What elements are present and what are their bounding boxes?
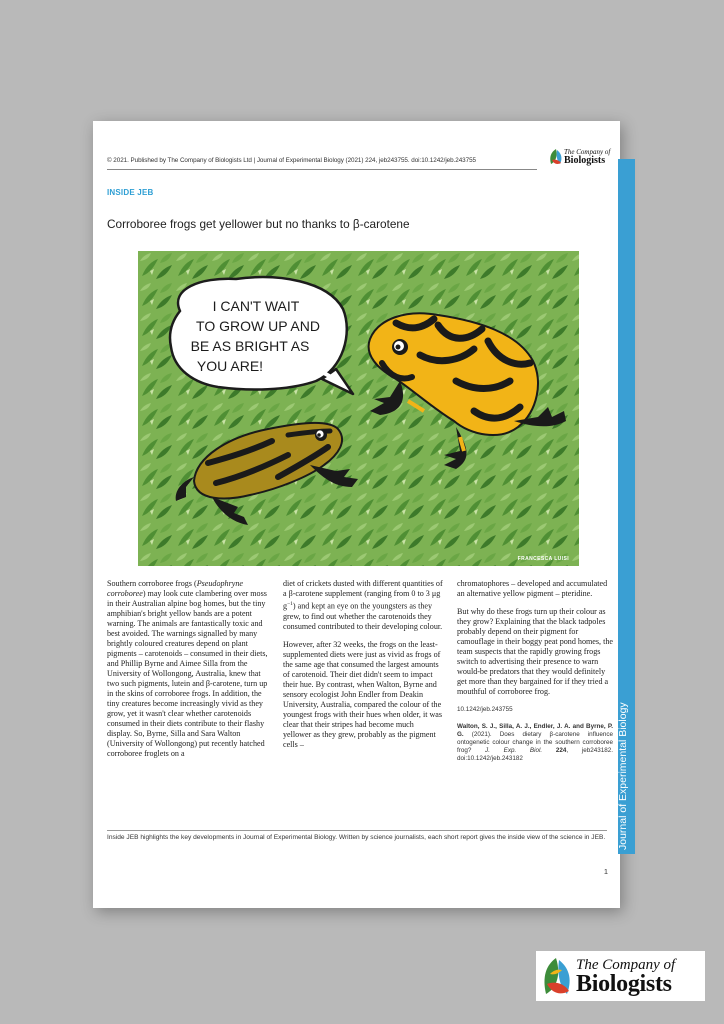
- speech-line-1: I CAN'T WAIT: [212, 298, 300, 314]
- company-brand-logo: [536, 951, 705, 1001]
- paragraph: However, after 32 weeks, the frogs on the least-supplemented diets were just as vivid as frogs of the same age that consumed the largest amounts of carotenoid. Their diet didn't seem to impact their hue. By contrast, when Walton, Byrne and sensory ecologist John Endler from Deakin University, Australia, compared the colour of the youngest frogs with their hues when older, it was clear that their stripes had become much yellower as they grew, probably as the pigment cells –: [283, 639, 443, 749]
- speech-line-4: YOU ARE!: [196, 358, 264, 374]
- text-column-1: [107, 579, 273, 767]
- leaf-logo-icon: [548, 148, 564, 166]
- text-column-3: [457, 579, 613, 763]
- brand-line-1: The Company of: [576, 957, 676, 973]
- text-column-2: [283, 579, 443, 758]
- header-rule: [107, 169, 537, 170]
- paragraph: Southern corroboree frogs (Pseudophryne corroboree) may look cute clambering over moss in their Australian alpine bog homes, but the tiny amphibian's bright yellow bands are a potent warning. The animals are fantastically toxic and best avoided. The warnings signalled by many brightly coloured creatures depend on plant pigments – carotenoids – consumed in their diets, and Phillip Byrne and Aimee Silla from the University of Wollongong, Australia, knew that two such pigments, lutein and β-carotene, turn up in the skins of corroboree frogs. In addition, the tiny creatures become increasingly vivid as they grow, yet it wasn't clear whether carotenoids consumed in their diets contribute to their flashy display. So, Byrne, Silla and Sara Walton (University of Wollongong) put recently hatched corroboree froglets on a: [107, 579, 268, 758]
- page-number: 1: [603, 867, 608, 876]
- paragraph: diet of crickets dusted with different quantities of a β-carotene supplement (ranging from 0 to 3 μg $g^{-1}$) and kept an eye on the youngsters as they grew, to find out whether the carotenoids they consumed contributed to their developing colour.: [283, 579, 443, 631]
- brand-line-2: Biologists: [576, 971, 672, 997]
- leaf-logo-icon: [540, 956, 576, 998]
- section-label: INSIDE JEB: [107, 188, 154, 197]
- footer-rule: [107, 830, 607, 831]
- logo-small-bottom: Biologists: [564, 155, 606, 166]
- citation-header: © 2021. Published by The Company of Biologists Ltd | Journal of Experimental Biology (2021) 224, jeb243755. doi:10.1242/jeb.243755: [107, 157, 476, 164]
- paragraph: But why do these frogs turn up their colour as they grow? Explaining that the black tadpoles probably depend on their pigment for camouflage in their boggy peat pond homes, the team suspects that the rapidly growing frogs switch to advertising their presence to warn would-be predators that they would definitely get more than they bargained for if they tried a mouthful of corroboree frog.: [457, 607, 613, 696]
- logo-small-top: The Company of: [564, 148, 611, 156]
- paragraph: chromatophores – developed and accumulated an alternative yellow pigment – pteridine.: [457, 579, 608, 598]
- journal-page: [93, 121, 629, 908]
- company-logo-small: [548, 148, 612, 170]
- illustration-credit: FRANCESCA LUISI: [517, 556, 569, 562]
- article-doi[interactable]: 10.1242/jeb.243755: [457, 706, 513, 713]
- journal-sidebar-label: Journal of Experimental Biology: [617, 702, 629, 850]
- reference: Walton, S. J., Silla, A. J., Endler, J. A. and Byrne, P. G. (2021). Does dietary β-carotene influence ontogenetic colour change in the southern corroboree frog? J. Exp. Biol. 224, jeb243182. doi:10.1242/jeb.243182: [457, 723, 613, 762]
- speech-line-3: BE AS BRIGHT AS: [190, 338, 310, 354]
- speech-line-2: TO GROW UP AND: [196, 318, 320, 334]
- article-title: Corroboree frogs get yellower but no thanks to β-carotene: [107, 217, 410, 231]
- frog-illustration: [138, 251, 579, 566]
- footer-note: Inside JEB highlights the key developments in Journal of Experimental Biology. Written by science journalists, each short report gives the inside view of the science in JEB.: [107, 834, 606, 841]
- speech-bubble: [170, 277, 353, 394]
